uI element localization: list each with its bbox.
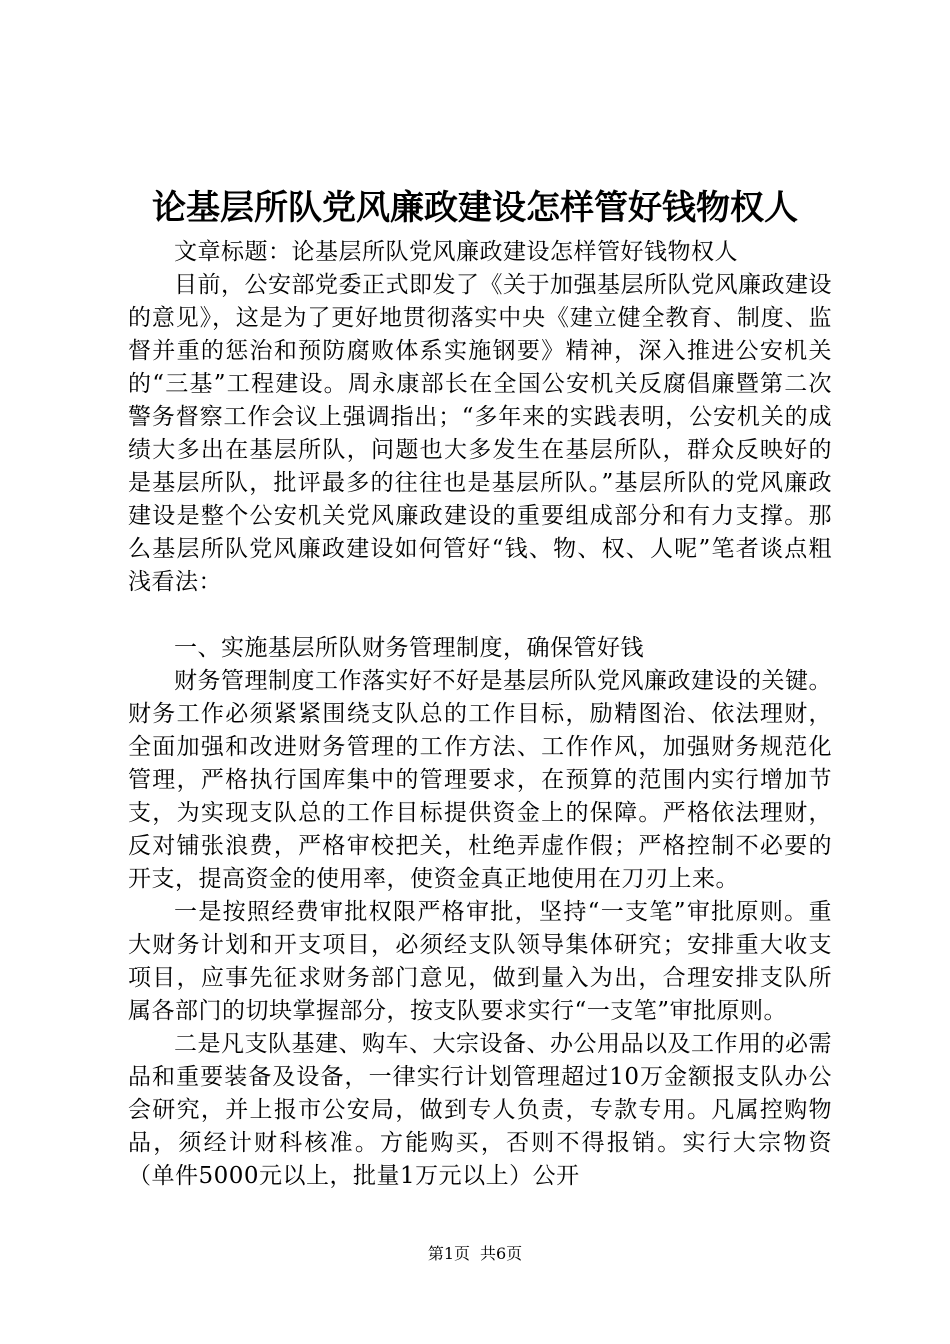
document-title: 论基层所队党风廉政建设怎样管好钱物权人 — [152, 188, 798, 228]
article-title-line: 文章标题：论基层所队党风廉政建设怎样管好钱物权人 — [174, 239, 738, 265]
intro-paragraph: 目前，公安部党委正式即发了《关于加强基层所队党风廉政建设的意见》，这是为了更好地贯彻落实中央《建立健全教育、制度、监督并重的惩治和预防腐败体系实施钢要》精神，深入推进公安机关的“三基”工程建设。周永康部长在全国公安机关反腐倡廉暨第二次警务督察工作会议上强调指出；“多年来的实践表明，公安机关的成绩大多出在基层所队，问题也大多发生在基层所队，群众反映好的是基层所队，批评最多的往往也是基层所队。”基层所队的党风廉政建设是整个公安机关党风廉政建设的重要组成部分和有力支撑。那么基层所队党风廉政建设如何管好“钱、物、权、人呢”笔者谈点粗浅看法： — [128, 272, 832, 595]
document-body — [128, 236, 832, 1193]
finance-paragraph: 财务管理制度工作落实好不好是基层所队党风廉政建设的关键。财务工作必须紧紧围绕支队总的工作目标，励精图治、依法理财，全面加强和改进财务管理的工作方法、工作作风，加强财务规范化管理，严格执行国库集中的管理要求，在预算的范围内实行增加节支，为实现支队总的工作目标提供资金上的保障。严格依法理财，反对铺张浪费，严格审校把关，杜绝弄虚作假；严格控制不必要的开支，提高资金的使用率，使资金真正地使用在刀刃上来。 — [128, 668, 832, 892]
page-total: 共6页 — [480, 1244, 523, 1263]
page-footer — [0, 1243, 950, 1265]
section-heading-1: 一、实施基层所队财务管理制度，确保管好钱 — [174, 635, 644, 661]
page-number: 第1页 — [427, 1244, 470, 1263]
point-one-paragraph: 一是按照经费审批权限严格审批，坚持“一支笔”审批原则。重大财务计划和开支项目，必须经支队领导集体研究；安排重大收支项目，应事先征求财务部门意见，做到量入为出，合理安排支队所属各部门的切块掌握部分，按支队要求实行“一支笔”审批原则。 — [128, 899, 832, 1024]
point-two-paragraph: 二是凡支队基建、购车、大宗设备、办公用品以及工作用的必需品和重要装备及设备，一律实行计划管理超过10万金额报支队办公会研究，并上报市公安局，做到专人负责，专款专用。凡属控购物品，须经计财科核准。方能购买，否则不得报销。实行大宗物资（单件5000元以上，批量1万元以上）公开 — [128, 1031, 832, 1189]
